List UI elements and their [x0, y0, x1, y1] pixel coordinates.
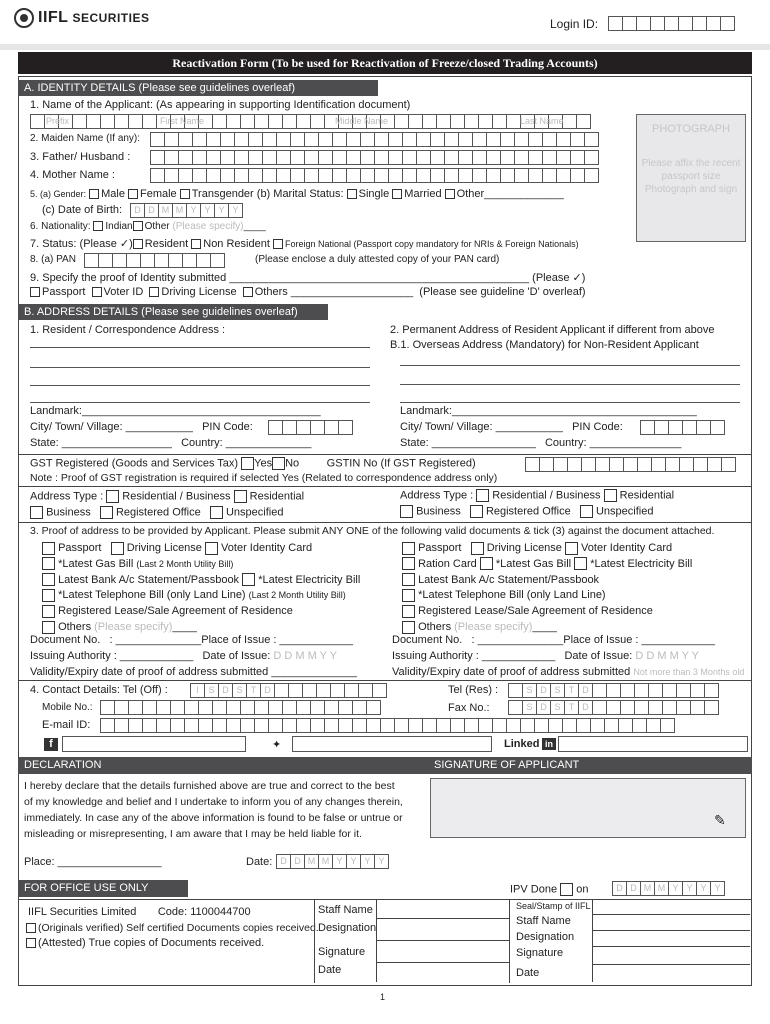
addr-type-right: Address Type : Residential / Business Residential [400, 489, 675, 502]
other-marital-checkbox[interactable] [445, 189, 455, 199]
pan-label: 8. (a) PAN [30, 254, 76, 265]
ipv-checkbox[interactable] [560, 883, 573, 896]
l-bank[interactable] [42, 573, 55, 586]
mobile-boxes[interactable] [100, 700, 380, 715]
prefix-hint: Prefix [46, 116, 70, 126]
r-passport[interactable] [402, 542, 415, 555]
row-line [376, 918, 510, 919]
staff-name-2: Staff Name [516, 915, 571, 927]
unspecified-checkbox[interactable] [210, 506, 223, 519]
reg-office-checkbox-2[interactable] [470, 505, 483, 518]
decl-date-boxes[interactable]: D D M M Y Y Y Y [276, 854, 388, 869]
date-1: Date [318, 964, 342, 976]
voter-checkbox[interactable] [92, 287, 102, 297]
married-checkbox[interactable] [392, 189, 402, 199]
business-checkbox-2[interactable] [400, 505, 413, 518]
login-id: Login ID: [550, 16, 734, 31]
signature-2: Signature [516, 947, 564, 959]
resident-address-label: 1. Resident / Correspondence Address : [30, 324, 226, 336]
r-lease[interactable] [402, 605, 415, 618]
left-docs: Passport Driving License Voter Identity Card *Latest Gas Bill (Last 2 Month Utility Bill) Latest Bank A/c Statement/Passbook *Latest Electricity Bill *Latest Telephone Bill (only Land Line) (Last 2 Month Utility Bill) Registered Lease/Sale Agreement of Residence Others (Please specify)____ [42, 541, 360, 636]
tel-off-boxes[interactable]: I S D S T D [190, 683, 386, 698]
proof-divider [18, 522, 752, 523]
row-line [592, 914, 750, 915]
res-city-pin: City/ Town/ Village: ___________ PIN Code: [30, 421, 253, 433]
perm-addr-line3[interactable] [400, 402, 740, 403]
attested-checkbox[interactable] [26, 938, 36, 948]
unspecified-checkbox-2[interactable] [580, 505, 593, 518]
passport-checkbox[interactable] [30, 287, 40, 297]
address-header: B. ADDRESS DETAILS (Please see guidelines overleaf) [18, 304, 328, 320]
left-issuing: Issuing Authority : ____________ Date of Issue: D D M M Y Y [30, 650, 337, 662]
perm-city-pin: City/ Town/ Village: ___________ PIN Code: [400, 421, 623, 433]
office-header: FOR OFFICE USE ONLY [18, 880, 188, 897]
page-number: 1 [380, 992, 386, 1002]
father-boxes[interactable] [150, 150, 598, 165]
res-business-checkbox[interactable] [106, 490, 119, 503]
resident-checkbox[interactable] [133, 239, 143, 249]
proof-identity-label: 9. Specify the proof of Identity submitted _________________________________________________ (Please ✓) [30, 272, 586, 284]
male-checkbox[interactable] [89, 189, 99, 199]
facebook-field[interactable] [62, 736, 246, 752]
header-divider [0, 44, 770, 50]
foreign-national-checkbox[interactable] [273, 239, 283, 249]
iifl-logo: IIFL SECURITIES [14, 8, 149, 28]
perm-pin-boxes[interactable] [640, 420, 724, 435]
mother-label: 4. Mother Name : [30, 169, 115, 181]
res-pin-boxes[interactable] [268, 420, 352, 435]
other-nationality-checkbox[interactable] [133, 221, 143, 231]
pan-note: (Please enclose a duly attested copy of your PAN card) [255, 254, 500, 265]
date-2: Date [516, 967, 540, 979]
form-title: Reactivation Form (To be used for Reactivation of Freeze/closed Trading Accounts) [18, 52, 752, 74]
perm-landmark: Landmark:________________________________________ [400, 405, 697, 417]
signature-header: SIGNATURE OF APPLICANT [428, 757, 752, 774]
gstin-boxes[interactable] [525, 457, 735, 472]
perm-addr-line2[interactable] [400, 384, 740, 385]
signature-box[interactable] [430, 778, 746, 838]
pen-icon: ✎ [714, 812, 726, 828]
overseas-address-label: B.1. Overseas Address (Mandatory) for Non-Resident Applicant [390, 339, 699, 351]
l-lease[interactable] [42, 605, 55, 618]
facebook-icon: f [44, 738, 58, 751]
staff-name-1: Staff Name [318, 904, 373, 916]
last-name-hint: Last Name [520, 116, 564, 126]
login-id-boxes[interactable] [608, 16, 734, 31]
addr-type-left-2: Business Registered Office Unspecified [30, 506, 283, 519]
ipv-date-boxes[interactable]: D D M M Y Y Y Y [612, 881, 724, 896]
r-others[interactable] [402, 621, 415, 634]
res-business-checkbox-2[interactable] [476, 489, 489, 502]
l-driving[interactable] [111, 542, 124, 555]
declaration-text: I hereby declare that the details furnished above are true and correct to the best of my knowledge and belief and I undertake to inform you of any changes therein, immediately. In case any of the above information is found to be false or untrue or misleading or misrepresenting, I am aware that I may be held liable for it. [24, 780, 403, 840]
email-boxes[interactable] [100, 718, 674, 733]
first-name-hint: First Name [160, 116, 205, 126]
l-passport[interactable] [42, 542, 55, 555]
fax-boxes[interactable]: S D S T D [508, 700, 718, 715]
res-addr-line4[interactable] [30, 402, 370, 403]
fax-label: Fax No.: [448, 702, 490, 714]
driving-checkbox[interactable] [149, 287, 159, 297]
gender-row: 5. (a) Gender: Male Female Transgender (b) Marital Status: Single Married Other_____________ [30, 188, 564, 200]
r-ration[interactable] [402, 557, 415, 570]
father-label: 3. Father/ Husband : [30, 151, 131, 163]
perm-addr-line1[interactable] [400, 365, 740, 366]
identity-header: A. IDENTITY DETAILS (Please see guidelines overleaf) [18, 80, 378, 96]
ipv-label: IPV Done on [510, 883, 589, 896]
attested-row: (Attested) True copies of Documents received. [26, 937, 264, 949]
decl-date-label: Date: [246, 856, 273, 868]
tel-res-label: Tel (Res) : [448, 684, 499, 696]
l-elec[interactable] [242, 573, 255, 586]
logo-icon [14, 8, 34, 28]
dob-boxes[interactable]: D D M M Y Y Y Y [130, 203, 242, 218]
row-line [376, 940, 510, 941]
residential-checkbox[interactable] [234, 490, 247, 503]
row-line [592, 946, 750, 947]
res-state-country: State: __________________ Country: ______________ [30, 437, 312, 449]
right-docs: Passport Driving License Voter Identity Card Ration Card *Latest Gas Bill *Latest Electricity Bill Latest Bank A/c Statement/Passbook *Latest Telephone Bill (only Land Line) Registered Lease/Sale Agreement of Residence Others (Please specify)____ [402, 541, 692, 636]
linkedin-icon: Linked [504, 738, 540, 750]
r-driving[interactable] [471, 542, 484, 555]
staff-values-1[interactable] [376, 900, 510, 982]
right-issuing: Issuing Authority : ____________ Date of Issue: D D M M Y Y [392, 650, 699, 662]
left-validity: Validity/Expiry date of proof of address submitted ______________ [30, 666, 357, 678]
gst-divider [18, 454, 752, 455]
name-boxes[interactable] [30, 114, 590, 129]
row-line [592, 964, 750, 965]
contact-divider [18, 680, 752, 681]
mother-boxes[interactable] [150, 168, 598, 183]
res-landmark: Landmark:_______________________________________ [30, 405, 321, 417]
photograph-box[interactable]: PHOTOGRAPH Please affix the recent passport size Photograph and sign [636, 114, 746, 242]
pan-boxes[interactable] [84, 253, 224, 268]
twitter-field[interactable] [292, 736, 492, 752]
designation-2: Designation [516, 931, 575, 943]
transgender-checkbox[interactable] [180, 189, 190, 199]
contact-label: 4. Contact Details: Tel (Off) : [30, 684, 168, 696]
orig-checkbox[interactable] [26, 923, 36, 933]
permanent-address-label: 2. Permanent Address of Resident Applicant if different from above [390, 324, 715, 336]
r-gas[interactable] [480, 557, 493, 570]
l-gas[interactable] [42, 557, 55, 570]
right-validity: Validity/Expiry date of proof of address submitted Not more than 3 Months old [392, 666, 745, 678]
seal-label: Seal/Stamp of IIFL [516, 901, 591, 911]
linkedin-field[interactable] [558, 736, 748, 752]
r-tel[interactable] [402, 589, 415, 602]
middle-name-hint: Middle Name [335, 116, 389, 126]
res-addr-line2[interactable] [30, 367, 370, 368]
gst-note: Note : Proof of GST registration is required if selected Yes (Related to correspondence address only) [30, 472, 498, 484]
res-addr-line1[interactable] [30, 347, 370, 348]
addr-type-left: Address Type : Residential / Business Residential [30, 490, 305, 503]
proof-address-label: 3. Proof of address to be provided by Applicant. Please submit ANY ONE of the following valid documents & tick (3) against the document attached. [30, 525, 715, 537]
r-voter[interactable] [565, 542, 578, 555]
addr-type-right-2: Business Registered Office Unspecified [400, 505, 653, 518]
twitter-icon: ✦ [272, 739, 282, 751]
mobile-label: Mobile No.: [42, 702, 93, 713]
reg-office-checkbox[interactable] [100, 506, 113, 519]
maiden-label: 2. Maiden Name (If any): [30, 133, 141, 144]
others-checkbox[interactable] [243, 287, 253, 297]
perm-state-country: State: _________________ Country: _______________ [400, 437, 682, 449]
orig-row: (Originals verified) Self certified Documents copies received. [26, 922, 319, 934]
tel-res-boxes[interactable]: S D S T D [508, 683, 718, 698]
r-elec[interactable] [574, 557, 587, 570]
r-bank[interactable] [402, 573, 415, 586]
addr-type-divider [18, 486, 752, 487]
gst-yes-checkbox[interactable] [241, 457, 254, 470]
business-checkbox[interactable] [30, 506, 43, 519]
indian-checkbox[interactable] [93, 221, 103, 231]
gst-row: GST Registered (Goods and Services Tax) Yes No GSTIN No (If GST Registered) [30, 457, 476, 470]
res-addr-line3[interactable] [30, 385, 370, 386]
single-checkbox[interactable] [347, 189, 357, 199]
signature-1: Signature [318, 946, 366, 958]
row-line [376, 962, 510, 963]
name-label: 1. Name of the Applicant: (As appearing in supporting Identification document) [30, 99, 411, 111]
company-row: IIFL Securities Limited Code: 1100044700 [28, 906, 251, 918]
l-voter[interactable] [205, 542, 218, 555]
left-docno: Document No. : ______________Place of Issue : ____________ [30, 634, 353, 646]
female-checkbox[interactable] [128, 189, 138, 199]
row-line [592, 930, 750, 931]
residential-checkbox-2[interactable] [604, 489, 617, 502]
email-label: E-mail ID: [42, 719, 91, 731]
gst-no-checkbox[interactable] [272, 457, 285, 470]
status-row: 7. Status: (Please ✓) Resident Non Resident Foreign National (Passport copy mandatory for NRIs & Foreign Nationals) [30, 238, 579, 250]
linkedin-in-icon: in [542, 738, 556, 750]
dob-label: (c) Date of Birth: [42, 204, 123, 216]
proof-identity-options: Passport Voter ID Driving License Others ____________________ (Please see guideline 'D' overleaf) [30, 286, 586, 298]
l-others[interactable] [42, 621, 55, 634]
non-resident-checkbox[interactable] [191, 239, 201, 249]
place-field: Place: _________________ [24, 856, 162, 868]
declaration-header: DECLARATION [18, 757, 428, 774]
staff-values-2[interactable] [592, 900, 750, 982]
nationality-row: 6. Nationality: Indian Other (Please specify)____ [30, 221, 266, 232]
right-docno: Document No. : ______________Place of Issue : ____________ [392, 634, 715, 646]
l-tel[interactable] [42, 589, 55, 602]
maiden-boxes[interactable] [150, 132, 598, 147]
designation-1: Designation [318, 922, 377, 934]
